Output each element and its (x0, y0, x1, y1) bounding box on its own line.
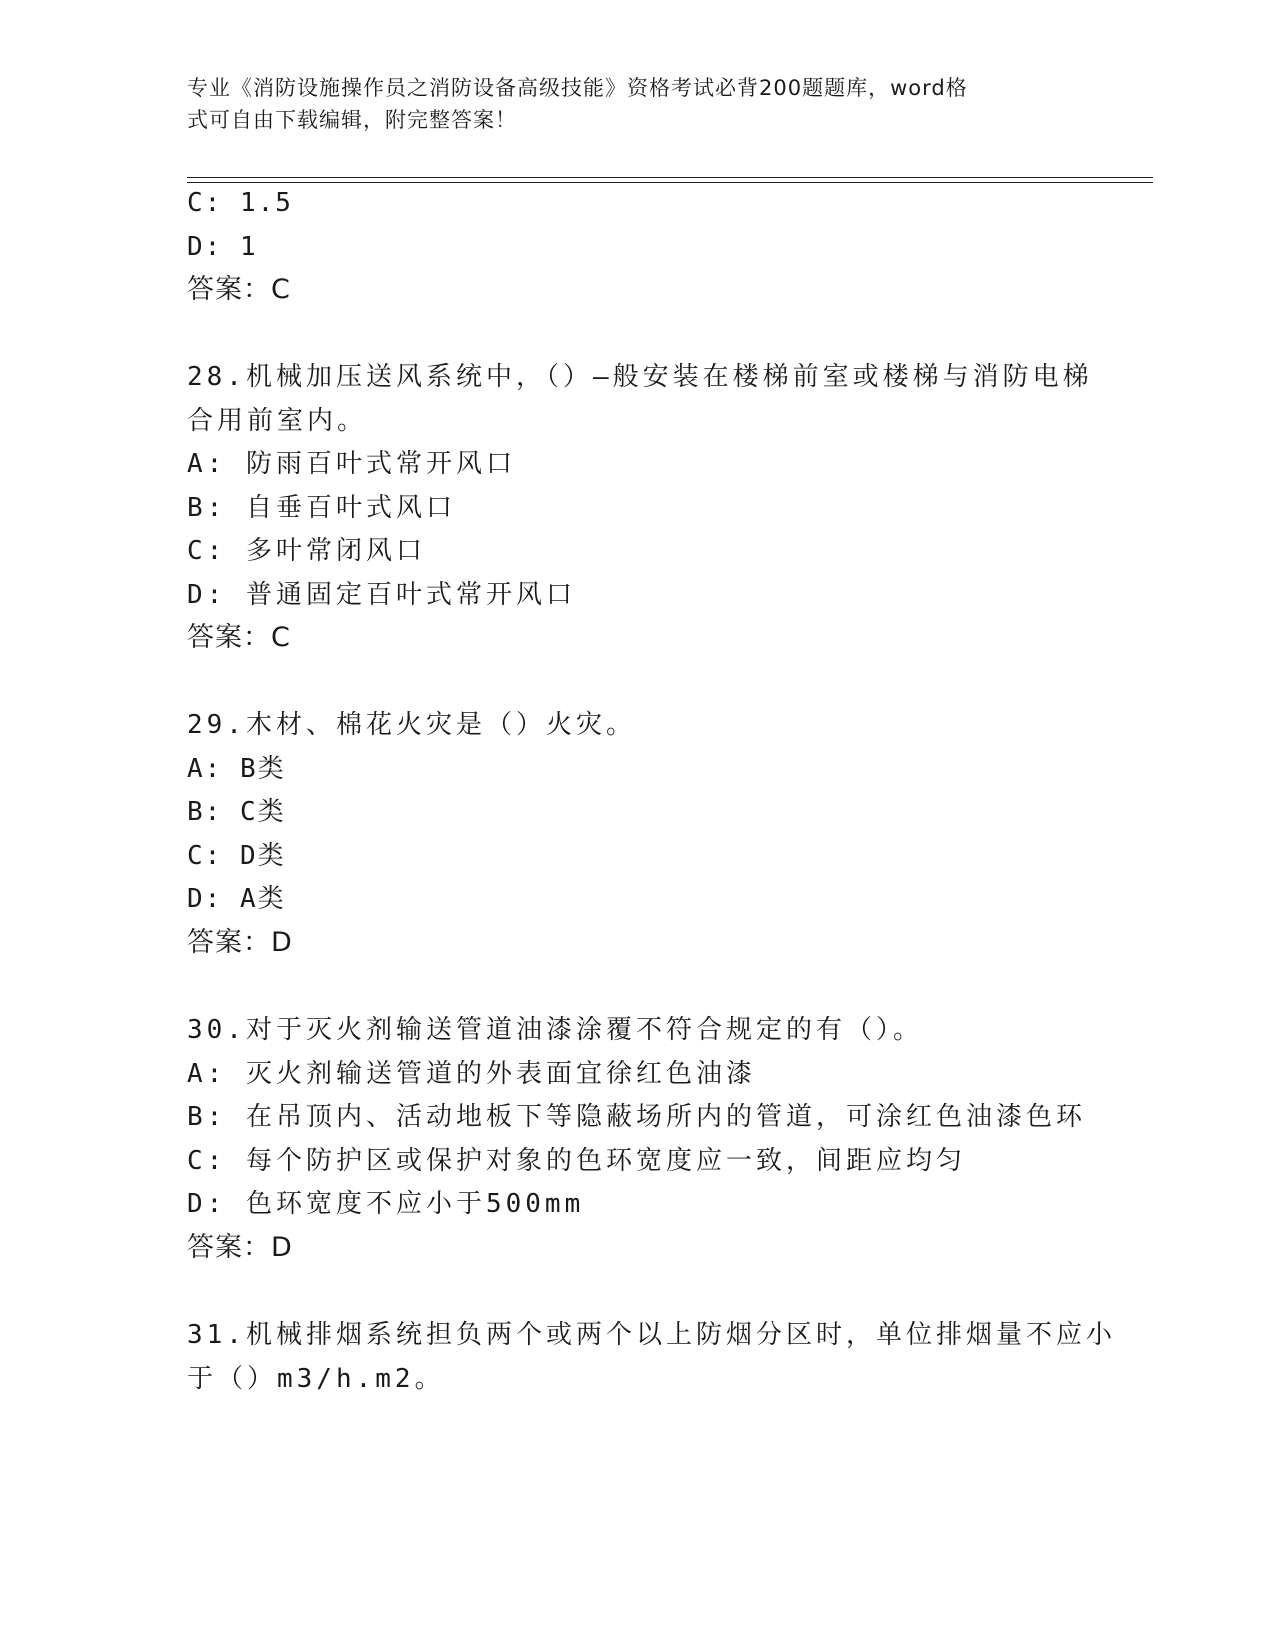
q30-option-a: A: 灭火剂输送管道的外表面宜徐红色油漆 (187, 1059, 756, 1089)
q30-option-d: D: 色环宽度不应小于500mm (187, 1189, 585, 1219)
q28-option-a: A: 防雨百叶式常开风口 (187, 449, 516, 479)
q29-option-b: B: C类 (187, 797, 286, 827)
q29-answer: 答案：D (187, 927, 293, 958)
header-line-1: 专业《消防设施操作员之消防设备高级技能》资格考试必背200题题库，word格 (187, 76, 968, 100)
q28-stem-line-2: 合用前室内。 (187, 406, 368, 436)
q31-stem-line-1: 31.机械排烟系统担负两个或两个以上防烟分区时，单位排烟量不应小 (187, 1320, 1116, 1350)
q28-option-d: D: 普通固定百叶式常开风口 (187, 580, 576, 610)
header-divider-top (187, 177, 1153, 178)
prev-option-c: C: 1.5 (187, 188, 293, 218)
q30-option-b: B: 在吊顶内、活动地板下等隐蔽场所内的管道，可涂红色油漆色环 (187, 1102, 1086, 1132)
q31-stem-line-2: 于（）m3/h.m2。 (187, 1364, 445, 1394)
q28-answer: 答案：C (187, 622, 291, 653)
header-line-2: 式可自由下载编辑，附完整答案！ (187, 108, 517, 132)
q30-stem-line-1: 30.对于灭火剂输送管道油漆涂覆不符合规定的有（）。 (187, 1015, 923, 1045)
q29-option-c: C: D类 (187, 841, 286, 871)
q29-option-a: A: B类 (187, 754, 286, 784)
q28-stem-line-1: 28.机械加压送风系统中，（）—般安装在楼梯前室或楼梯与消防电梯 (187, 362, 1093, 392)
q28-option-b: B: 自垂百叶式风口 (187, 493, 456, 523)
q29-stem-line-1: 29.木材、棉花火灾是（）火灾。 (187, 710, 636, 740)
q28-option-c: C: 多叶常闭风口 (187, 536, 426, 566)
prev-answer: 答案：C (187, 274, 291, 305)
header-divider-bottom (187, 182, 1153, 183)
q30-option-c: C: 每个防护区或保护对象的色环宽度应一致，间距应均匀 (187, 1146, 966, 1176)
prev-option-d: D: 1 (187, 232, 258, 262)
q30-answer: 答案：D (187, 1232, 293, 1263)
q29-option-d: D: A类 (187, 884, 286, 914)
document-header (187, 72, 1067, 136)
